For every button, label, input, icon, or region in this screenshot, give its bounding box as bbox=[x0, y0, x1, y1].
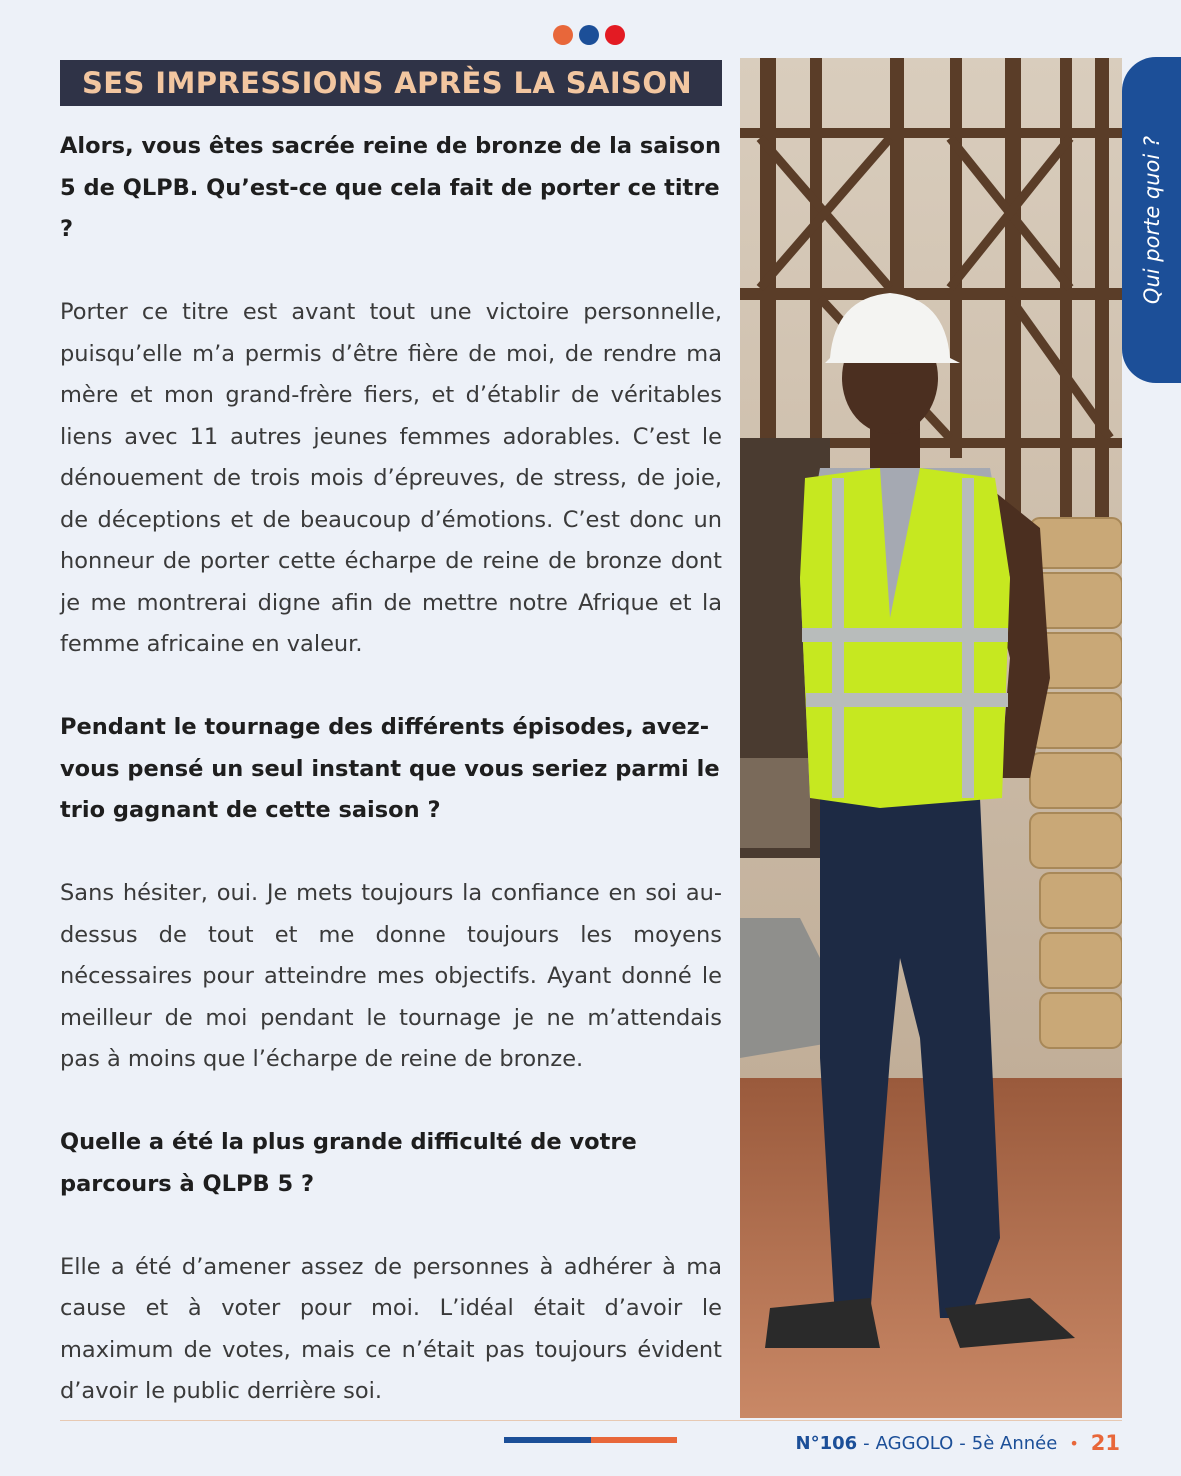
answer-1: Porter ce titre est avant tout une victoire personnelle, puisqu’elle m’a permis d’être fière de moi, de rendre ma mère et mon grand-frère fiers, et d’établir de véritables liens avec 11 autres jeunes femmes adorables. C’est le dénouement de trois mois d’épreuves, de stress, de joie, de déceptions et de beaucoup d’émotions. C’est donc un honneur de porter cette écharpe de reine de bronze dont je me montrerai digne afin de mettre notre Afrique et la femme africaine en valeur. bbox=[60, 299, 722, 657]
answer-2: Sans hésiter, oui. Je mets toujours la confiance en soi au-dessus de tout et me donne toujours les moyens nécessaires pour atteindre mes objectifs. Ayant donné le meilleur de moi pendant le tournage je ne m’attendais pas à moins que l’écharpe de reine de bronze. bbox=[60, 880, 722, 1072]
section-tab-label: Qui porte quoi ? bbox=[1139, 135, 1164, 305]
section-title: SES IMPRESSIONS APRÈS LA SAISON bbox=[60, 60, 722, 106]
footer-bullet: • bbox=[1069, 1433, 1079, 1453]
magazine-name: AGGOLO bbox=[875, 1432, 954, 1454]
footer-divider bbox=[60, 1420, 1122, 1421]
article-body bbox=[60, 126, 722, 1413]
answer-3: Elle a été d’amener assez de personnes à adhérer à ma cause et à voter pour moi. L’idéal était d’avoir le maximum de votes, mais ce n’était pas toujours évident d’avoir le public derrière soi. bbox=[60, 1253, 722, 1404]
portrait-photo bbox=[740, 58, 1122, 1418]
footer-separator: - bbox=[863, 1432, 870, 1454]
question-1: Alors, vous êtes sacrée reine de bronze de la saison 5 de QLPB. Qu’est-ce que cela fait de porter ce titre ? bbox=[60, 133, 722, 242]
edition-year: 5è Année bbox=[971, 1432, 1058, 1454]
footer-accent-orange bbox=[591, 1437, 677, 1443]
dot-red bbox=[605, 25, 625, 45]
decorative-dots bbox=[553, 25, 625, 45]
section-tab bbox=[1122, 57, 1181, 383]
dot-blue bbox=[579, 25, 599, 45]
question-3: Quelle a été la plus grande difficulté de votre parcours à QLPB 5 ? bbox=[60, 1129, 637, 1197]
dot-orange bbox=[553, 25, 573, 45]
issue-number: N°106 bbox=[795, 1432, 858, 1454]
footer-separator: - bbox=[959, 1432, 966, 1454]
footer-info bbox=[796, 1428, 1120, 1458]
footer-accent-blue bbox=[504, 1437, 591, 1443]
page-number: 21 bbox=[1090, 1431, 1120, 1455]
question-2: Pendant le tournage des différents épisodes, avez-vous pensé un seul instant que vous seriez parmi le trio gagnant de cette saison ? bbox=[60, 714, 720, 823]
